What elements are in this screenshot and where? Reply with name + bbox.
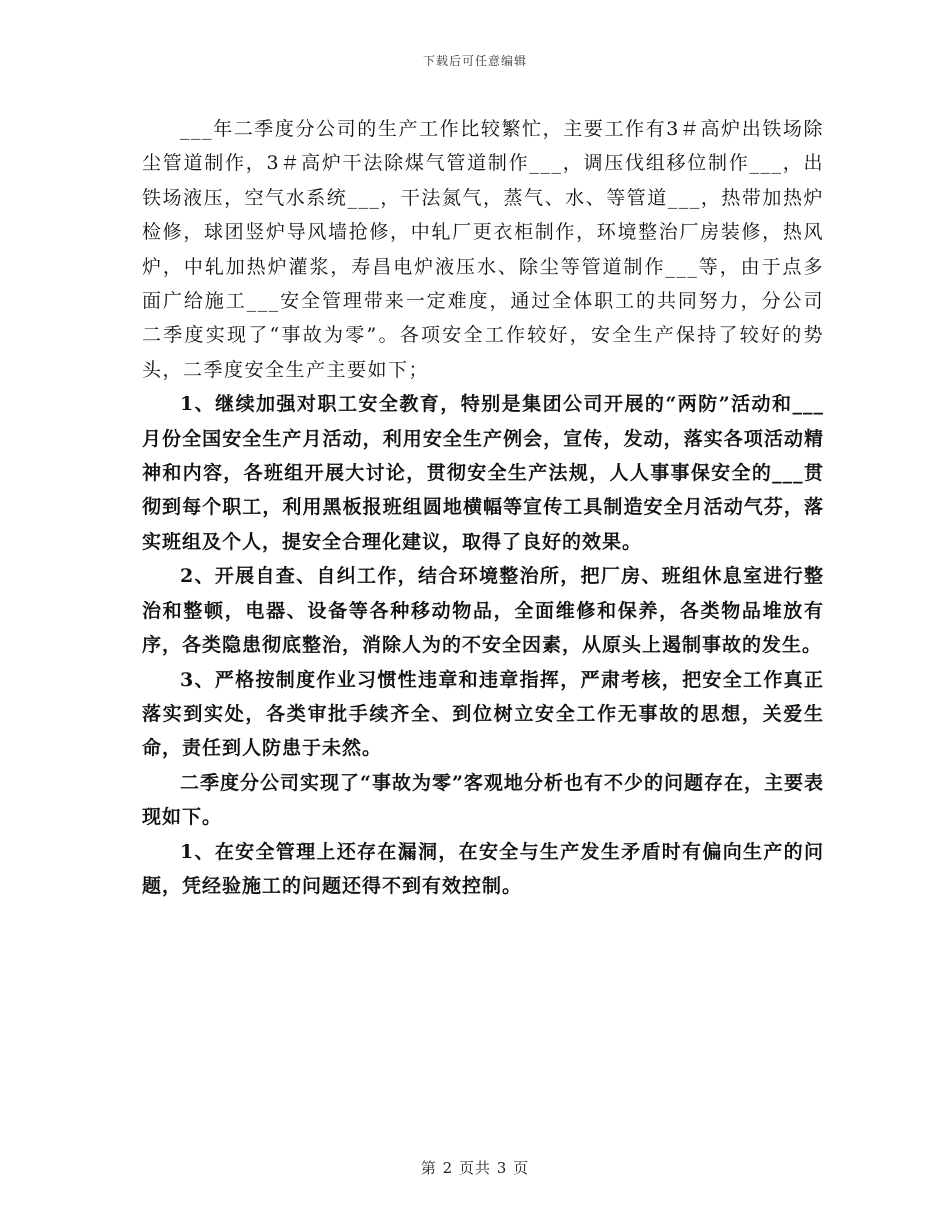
item-1-paragraph: 1、继续加强对职工安全教育，特别是集团公司开展的“两防”活动和___月份全国安全生产月活动，利用安全生产例会，宣传，发动，落实各项活动精神和内容，各班组开展大讨论，贯彻安全生产法规，人人事事保安全的___贯彻到每个职工，利用黑板报班组圆地横幅等宣传工具制造安全月活动气芬，落实班组及个人，提安全合理化建议，取得了良好的效果。 bbox=[142, 393, 824, 553]
page-header: 下载后可任意编辑 bbox=[422, 54, 527, 68]
document-body bbox=[142, 112, 824, 903]
page-footer: 第 2 页共 3 页 bbox=[420, 1159, 530, 1177]
problems-intro-paragraph: 二季度分公司实现了“事故为零”客观地分析也有不少的问题存在，主要表现如下。 bbox=[142, 771, 824, 829]
item-3-paragraph: 3、严格按制度作业习惯性违章和违章指挥，严肃考核，把安全工作真正落实到实处，各类审批手续齐全、到位树立安全工作无事故的思想，关爱生命，责任到人防患于未然。 bbox=[142, 668, 824, 760]
item-2-paragraph: 2、开展自查、自纠工作，结合环境整治所，把厂房、班组休息室进行整治和整顿，电器、设备等各种移动物品，全面维修和保养，各类物品堆放有序，各类隐患彻底整治，消除人为的不安全因素，从原头上遏制事故的发生。 bbox=[142, 565, 824, 657]
problem-1-paragraph: 1、在安全管理上还存在漏洞，在安全与生产发生矛盾时有偏向生产的问题，凭经验施工的问题还得不到有效控制。 bbox=[142, 840, 824, 897]
intro-paragraph: ___年二季度分公司的生产工作比较繁忙，主要工作有3＃高炉出铁场除尘管道制作，3＃高炉干法除煤气管道制作___，调压伐组移位制作___，出铁场液压，空气水系统___，干法氮气，蒸气、水、等管道___，热带加热炉检修，球团竖炉导风墙抢修，中轧厂更衣柜制作，环境整治厂房装修，热风炉，中轧加热炉灌浆，寿昌电炉液压水、除尘等管道制作___等，由于点多面广给施工___安全管理带来一定难度，通过全体职工的共同努力，分公司二季度实现了“事故为零”。各项安全工作较好，安全生产保持了较好的势头，二季度安全生产主要如下； bbox=[142, 118, 824, 381]
